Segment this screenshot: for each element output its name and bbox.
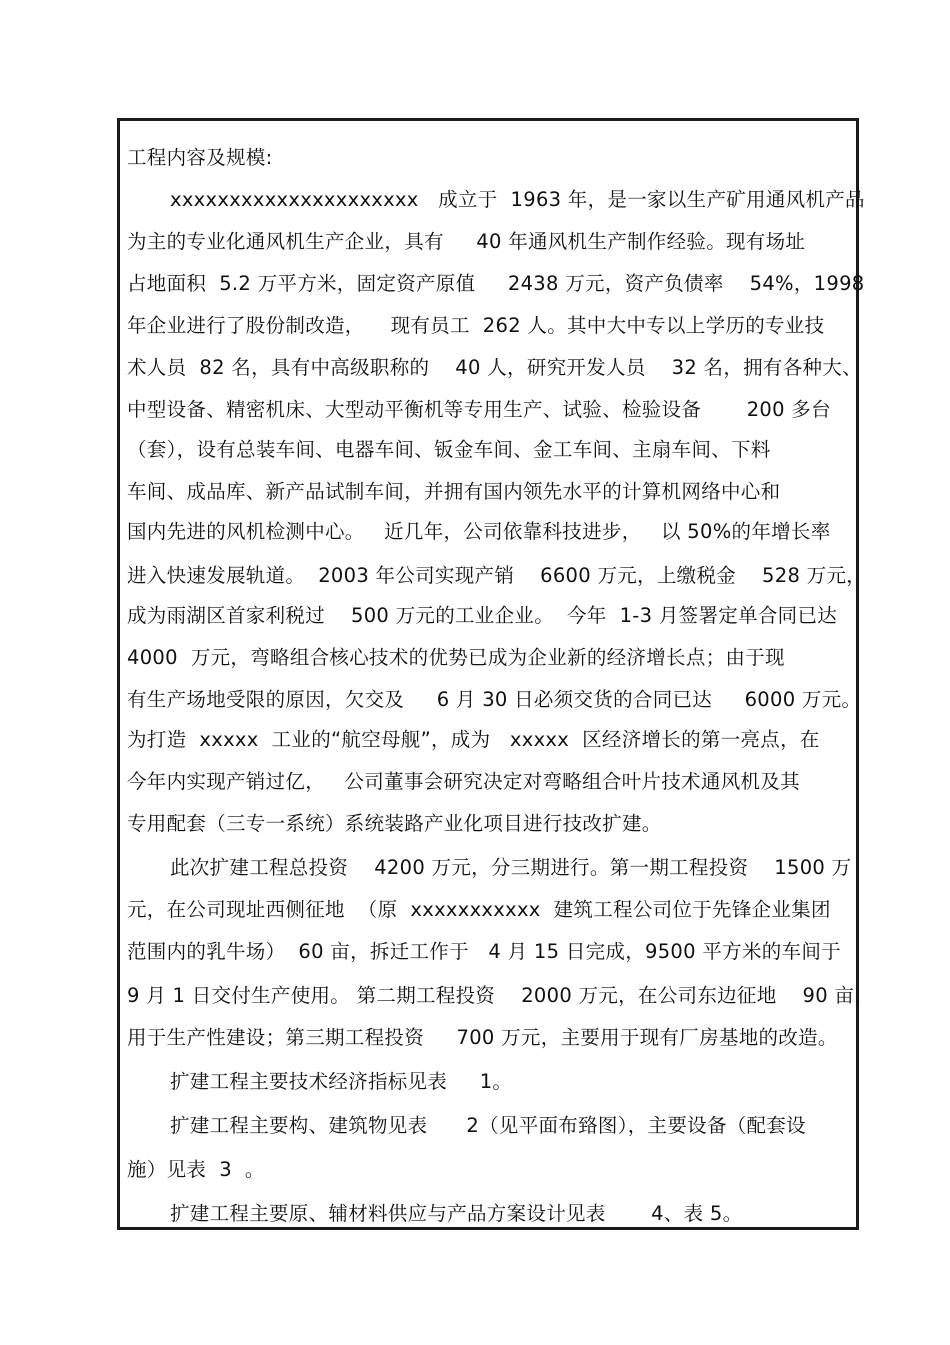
- paragraph-1-line-13: 有生产场地受限的原因，欠交及 6 月 30 日必须交货的合同已达 6000 万元。: [127, 688, 862, 711]
- paragraph-1-line-4: 年企业进行了股份制改造， 现有员工 262 人。其中大中专以上学历的专业技: [127, 314, 825, 337]
- paragraph-2-line-2: 元，在公司现址西侧征地 （原 xxxxxxxxxxx 建筑工程公司位于先锋企业集团: [127, 898, 831, 921]
- paragraph-4-line-2: 施）见表 3 。: [127, 1158, 265, 1181]
- paragraph-1-line-11: 成为雨湖区首家利税过 500 万元的工业企业。 今年 1-3 月签署定单合同已达: [127, 604, 838, 627]
- paragraph-5-line-1: 扩建工程主要原、辅材料供应与产品方案设计见表 4、表 5。: [170, 1202, 743, 1225]
- paragraph-1-line-15: 今年内实现产销过亿， 公司董事会研究决定对弯略组合叶片技术通风机及其: [127, 770, 800, 793]
- paragraph-1-line-6: 中型设备、精密机床、大型动平衡机等专用生产、试验、检验设备 200 多台: [127, 398, 831, 421]
- paragraph-3-line-1: 扩建工程主要技术经济指标见表 1。: [170, 1070, 513, 1093]
- paragraph-1-line-9: 国内先进的风机检测中心。 近几年，公司依靠科技进步， 以 50%的年增长率: [127, 520, 831, 543]
- paragraph-1-line-10: 进入快速发展轨道。 2003 年公司实现产销 6600 万元，上缴税金 528 万元，: [127, 564, 867, 587]
- paragraph-1-line-5: 术人员 82 名，具有中高级职称的 40 人，研究开发人员 32 名，拥有各种大、: [127, 356, 862, 379]
- section-heading: 工程内容及规模:: [127, 146, 273, 169]
- paragraph-1-line-16: 专用配套（三专一系统）系统装路产业化项目进行技改扩建。: [127, 812, 662, 835]
- paragraph-1-line-8: 车间、成品库、新产品试制车间，并拥有国内领先水平的计算机网络中心和: [127, 480, 781, 503]
- paragraph-1-line-14: 为打造 xxxxx 工业的“航空母舰”，成为 xxxxx 区经济增长的第一亮点，在: [127, 728, 820, 751]
- paragraph-2-line-3: 范围内的乳牛场） 60 亩，拆迁工作于 4 月 15 日完成，9500 平方米的车间于: [127, 940, 841, 963]
- paragraph-1-line-7: （套），设有总装车间、电器车间、钣金车间、金工车间、主扇车间、下料: [127, 438, 771, 461]
- paragraph-4-line-1: 扩建工程主要构、建筑物见表 2（见平面布臵图），主要设备（配套设: [170, 1114, 806, 1137]
- paragraph-1-line-1: xxxxxxxxxxxxxxxxxxxxx 成立于 1963 年，是一家以生产矿用通风机产品: [170, 188, 865, 211]
- paragraph-1-line-12: 4000 万元，弯略组合核心技术的优势已成为企业新的经济增长点；由于现: [127, 646, 785, 669]
- paragraph-1-line-2: 为主的专业化通风机生产企业，具有 40 年通风机生产制作经验。现有场址: [127, 230, 806, 253]
- paragraph-2-line-4: 9 月 1 日交付生产使用。 第二期工程投资 2000 万元，在公司东边征地 90 亩，: [127, 984, 875, 1007]
- paragraph-1-line-3: 占地面积 5.2 万平方米，固定资产原值 2438 万元，资产负债率 54%，1998: [127, 272, 865, 295]
- paragraph-2-line-5: 用于生产性建设；第三期工程投资 700 万元，主要用于现有厂房基地的改造。: [127, 1026, 838, 1049]
- paragraph-2-line-1: 此次扩建工程总投资 4200 万元，分三期进行。第一期工程投资 1500 万: [170, 856, 852, 879]
